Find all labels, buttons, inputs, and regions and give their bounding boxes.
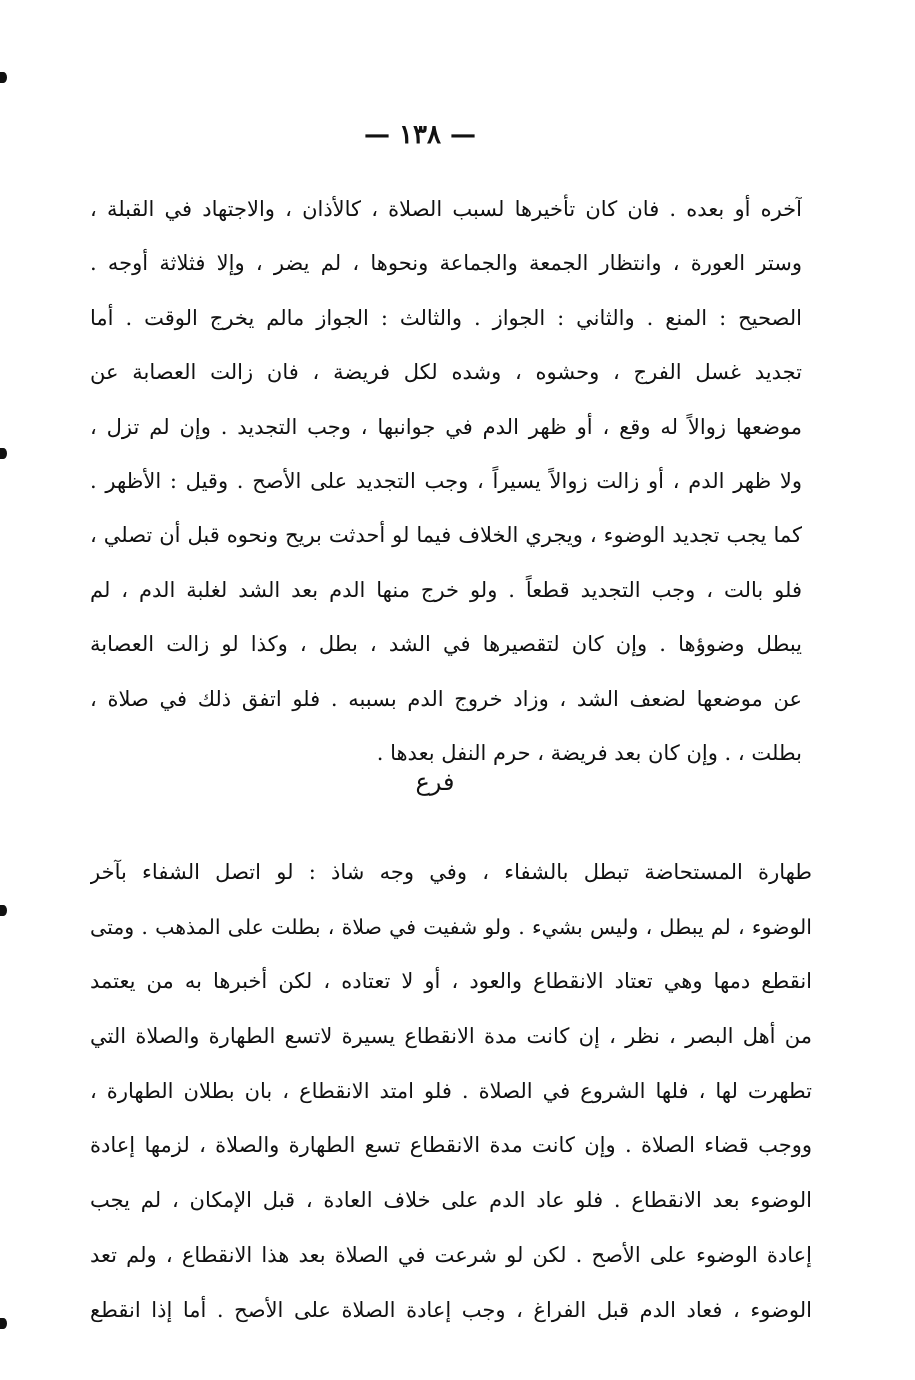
text-line: طهارة المستحاضة تبطل بالشفاء ، وفي وجه شاذ : لو اتصل الشفاء بآخر xyxy=(90,860,812,884)
paragraph-1 xyxy=(90,182,802,780)
section-heading: فرع xyxy=(415,768,455,796)
text-line: انقطع دمها وهي تعتاد الانقطاع والعود ، أو لا تعتاده ، لكن أخبرها به من يعتمد xyxy=(90,969,812,994)
text-line: وستر العورة ، وانتظار الجمعة والجماعة ونحوها ، لم يضر ، وإلا فثلاثة أوجه . xyxy=(90,251,802,276)
margin-mark xyxy=(0,1318,7,1329)
text-line: الوضوء بعد الانقطاع . فلو عاد الدم على خلاف العادة ، قبل الإمكان ، لم يجب xyxy=(90,1188,812,1213)
text-line: من أهل البصر ، نظر ، إن كانت مدة الانقطاع يسيرة لاتسع الطهارة والصلاة التي xyxy=(90,1024,812,1049)
paragraph-2 xyxy=(90,845,812,1337)
text-line: ووجب قضاء الصلاة . وإن كانت مدة الانقطاع تسع الطهارة والصلاة ، لزمها إعادة xyxy=(90,1133,812,1158)
text-line: آخره أو بعده . فان كان تأخيرها لسبب الصلاة ، كالأذان ، والاجتهاد في القبلة ، xyxy=(90,197,802,221)
page-number: — ١٣٨ — xyxy=(363,120,477,150)
text-line: الوضوء ، لم يبطل ، وليس بشيء . ولو شفيت في صلاة ، بطلت على المذهب . ومتى xyxy=(90,914,812,939)
margin-mark xyxy=(0,448,7,459)
text-line: تجديد غسل الفرج ، وحشوه ، وشده لكل فريضة ، فان زالت العصابة عن xyxy=(90,360,802,385)
text-line: إعادة الوضوء على الأصح . لكن لو شرعت في الصلاة بعد هذا الانقطاع ، ولم تعد xyxy=(90,1242,812,1267)
text-line: ولا ظهر الدم ، أو زالت زوالاً يسيراً ، وجب التجديد على الأصح . وقيل : الأظهر . xyxy=(90,468,802,493)
text-line: الوضوء ، فعاد الدم قبل الفراغ ، وجب إعادة الصلاة على الأصح . أما إذا انقطع xyxy=(90,1297,812,1322)
text-line: كما يجب تجديد الوضوء ، ويجري الخلاف فيما لو أحدثت بريح ونحوه قبل أن تصلي ، xyxy=(90,523,802,548)
text-line: يبطل وضوؤها . وإن كان لتقصيرها في الشد ، بطل ، وكذا لو زالت العصابة xyxy=(90,632,802,657)
margin-mark xyxy=(0,72,7,83)
text-line: موضعها زوالاً له وقع ، أو ظهر الدم في جوانبها ، وجب التجديد . وإن لم تزل ، xyxy=(90,414,802,439)
text-line: بطلت ، . وإن كان بعد فريضة ، حرم النفل بعدها . xyxy=(376,740,802,765)
text-line: تطهرت لها ، فلها الشروع في الصلاة . فلو امتد الانقطاع ، بان بطلان الطهارة ، xyxy=(90,1078,812,1103)
margin-mark xyxy=(0,905,7,916)
text-line: الصحيح : المنع . والثاني : الجواز . والثالث : الجواز مالم يخرج الوقت . أما xyxy=(90,305,802,330)
text-line: عن موضعها لضعف الشد ، وزاد خروج الدم بسببه . فلو اتفق ذلك في صلاة ، xyxy=(90,686,802,711)
text-line: فلو بالت ، وجب التجديد قطعاً . ولو خرج منها الدم بعد الشد لغلبة الدم ، لم xyxy=(90,577,802,602)
